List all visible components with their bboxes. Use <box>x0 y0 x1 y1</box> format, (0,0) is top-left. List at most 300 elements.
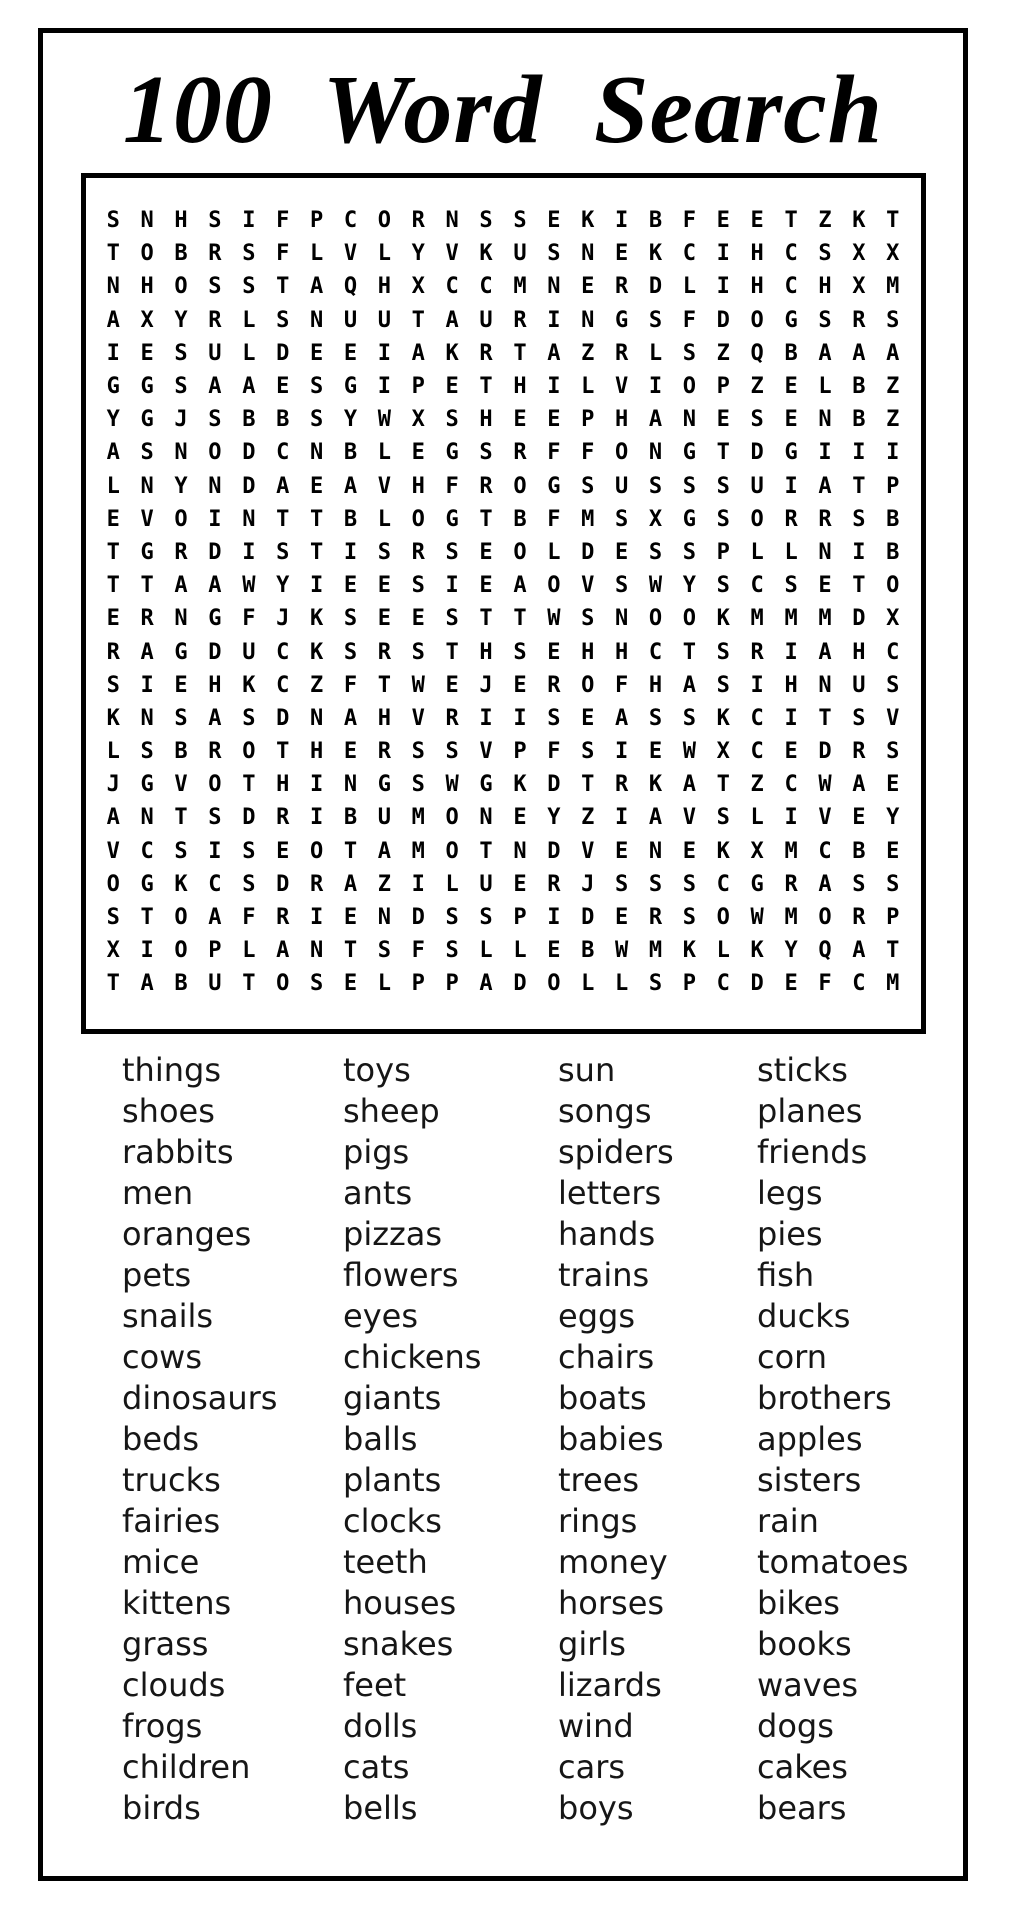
word-item: wind <box>558 1706 634 1745</box>
grid-letter: X <box>411 274 425 300</box>
grid-letter: F <box>682 307 697 333</box>
grid-letter: X <box>411 407 425 433</box>
grid-letter: D <box>242 473 256 499</box>
grid-letter: H <box>750 274 764 300</box>
grid-letter: A <box>648 407 663 433</box>
grid-letter: I <box>784 639 798 665</box>
grid-letter: R <box>852 905 866 931</box>
grid-letter: P <box>411 971 425 997</box>
grid-letter: S <box>682 905 697 931</box>
word-item: kittens <box>122 1583 232 1622</box>
grid-letter: E <box>106 506 120 532</box>
grid-letter: S <box>886 672 900 698</box>
grid-letter: E <box>648 739 663 765</box>
grid-letter: B <box>276 407 290 433</box>
grid-letter: E <box>886 838 900 864</box>
grid-letter: S <box>513 639 527 665</box>
grid-letter: F <box>614 672 629 698</box>
grid-letter: S <box>648 539 663 565</box>
grid-letter: S <box>208 407 222 433</box>
word-item: trucks <box>122 1460 221 1499</box>
grid-letter: E <box>784 374 798 400</box>
grid-letter: T <box>479 606 493 632</box>
grid-letter: H <box>614 407 629 433</box>
grid-letter: A <box>140 971 154 997</box>
grid-letter: I <box>445 573 459 599</box>
grid-letter: E <box>784 739 798 765</box>
grid-letter: C <box>784 772 798 798</box>
grid-letter: S <box>106 905 120 931</box>
grid-letter: C <box>750 705 764 731</box>
grid-letter: B <box>174 241 188 267</box>
grid-letter: Y <box>106 407 120 433</box>
word-item: snails <box>122 1296 214 1335</box>
grid-letter: T <box>581 772 595 798</box>
grid-letter: U <box>208 340 222 366</box>
grid-letter: R <box>377 639 391 665</box>
grid-letter: N <box>818 672 832 698</box>
word-item: cars <box>558 1747 626 1786</box>
grid-letter: A <box>343 473 358 499</box>
grid-letter: T <box>276 274 290 300</box>
grid-letter: I <box>784 705 798 731</box>
word-item: trains <box>558 1255 650 1294</box>
grid-letter: I <box>411 871 425 897</box>
grid-letter: L <box>750 805 764 831</box>
grid-letter: S <box>208 274 222 300</box>
grid-letter: M <box>886 971 900 997</box>
grid-letter: L <box>106 739 120 765</box>
grid-letter: V <box>818 805 832 831</box>
grid-letter: E <box>614 539 629 565</box>
grid-letter: A <box>377 838 391 864</box>
grid-letter: D <box>716 307 730 333</box>
grid-letter: L <box>242 340 256 366</box>
grid-letter: T <box>852 573 866 599</box>
grid-letter: G <box>106 374 120 400</box>
grid-letter: I <box>852 539 866 565</box>
grid-letter: I <box>547 307 561 333</box>
grid-letter: F <box>581 440 595 466</box>
grid-letter: I <box>784 805 798 831</box>
grid-letter: A <box>242 374 256 400</box>
grid-letter: Y <box>343 407 358 433</box>
grid-letter: R <box>377 739 391 765</box>
grid-letter: T <box>852 473 866 499</box>
grid-letter: S <box>682 473 697 499</box>
word-item: pets <box>122 1255 192 1294</box>
word-item: houses <box>343 1583 457 1622</box>
grid-letter: A <box>513 573 527 599</box>
grid-letter: W <box>377 407 391 433</box>
grid-letter: A <box>818 473 832 499</box>
grid-letter: S <box>174 838 188 864</box>
word-list <box>122 1050 963 1829</box>
grid-letter: S <box>242 871 256 897</box>
grid-letter: R <box>818 506 832 532</box>
letter-grid-cells <box>86 204 921 1001</box>
grid-letter: H <box>411 473 425 499</box>
grid-letter: S <box>513 208 527 234</box>
grid-letter: S <box>614 871 629 897</box>
grid-letter: E <box>343 573 358 599</box>
grid-letter: T <box>479 506 493 532</box>
grid-letter: S <box>547 241 561 267</box>
grid-letter: A <box>106 805 120 831</box>
word-item: babies <box>558 1419 664 1458</box>
grid-letter: S <box>818 241 832 267</box>
grid-letter: S <box>716 672 730 698</box>
grid-letter: C <box>682 241 697 267</box>
grid-letter: A <box>309 274 324 300</box>
word-item: eggs <box>558 1296 635 1335</box>
grid-letter: L <box>242 307 256 333</box>
grid-letter: O <box>445 838 459 864</box>
grid-letter: L <box>377 971 391 997</box>
grid-letter: L <box>309 241 324 267</box>
grid-letter: V <box>343 241 358 267</box>
grid-letter: L <box>581 971 595 997</box>
grid-letter: H <box>309 739 324 765</box>
grid-letter: K <box>648 241 663 267</box>
grid-letter: C <box>276 639 290 665</box>
grid-letter: I <box>377 340 391 366</box>
word-item: birds <box>122 1788 201 1827</box>
grid-letter: P <box>581 407 595 433</box>
grid-letter: S <box>479 440 493 466</box>
grid-letter: D <box>818 739 832 765</box>
grid-letter: S <box>750 407 764 433</box>
word-item: ducks <box>757 1296 851 1335</box>
grid-letter: E <box>411 606 425 632</box>
grid-letter: E <box>309 340 324 366</box>
grid-letter: D <box>276 705 290 731</box>
grid-letter: N <box>547 274 561 300</box>
grid-letter: V <box>411 705 425 731</box>
grid-letter: A <box>852 772 866 798</box>
grid-letter: I <box>818 440 832 466</box>
grid-letter: O <box>581 672 595 698</box>
grid-letter: I <box>716 241 730 267</box>
word-item: chickens <box>343 1337 482 1376</box>
grid-letter: T <box>276 739 290 765</box>
grid-letter: U <box>377 805 391 831</box>
grid-letter: O <box>140 241 154 267</box>
grid-letter: F <box>445 473 459 499</box>
grid-letter: S <box>411 573 425 599</box>
word-item: grass <box>122 1624 209 1663</box>
grid-letter: S <box>648 473 663 499</box>
grid-letter: Z <box>309 672 324 698</box>
grid-letter: A <box>445 307 459 333</box>
grid-letter: A <box>208 705 222 731</box>
grid-letter: R <box>852 739 866 765</box>
grid-letter: S <box>648 307 663 333</box>
grid-letter: S <box>445 739 459 765</box>
grid-letter: E <box>547 639 561 665</box>
grid-letter: A <box>818 871 832 897</box>
grid-letter: V <box>581 838 595 864</box>
word-item: snakes <box>343 1624 454 1663</box>
word-item: money <box>558 1542 668 1581</box>
grid-letter: G <box>140 871 154 897</box>
grid-letter: Q <box>343 274 358 300</box>
grid-letter: T <box>411 307 425 333</box>
grid-letter: E <box>140 340 154 366</box>
grid-letter: G <box>140 772 154 798</box>
grid-letter: L <box>682 274 697 300</box>
grid-letter: R <box>513 440 527 466</box>
grid-letter: O <box>886 573 900 599</box>
grid-letter: S <box>445 905 459 931</box>
grid-letter: N <box>648 838 663 864</box>
word-item: lizards <box>558 1665 662 1704</box>
grid-letter: G <box>479 772 493 798</box>
grid-letter: Y <box>174 307 188 333</box>
grid-letter: S <box>614 573 629 599</box>
grid-letter: S <box>716 805 730 831</box>
grid-letter: D <box>648 274 663 300</box>
grid-letter: N <box>106 274 120 300</box>
word-item: waves <box>757 1665 859 1704</box>
grid-letter: P <box>716 539 730 565</box>
grid-letter: O <box>682 374 697 400</box>
grid-letter: N <box>174 440 188 466</box>
grid-letter: N <box>818 539 832 565</box>
grid-letter: C <box>648 639 663 665</box>
grid-letter: D <box>276 340 290 366</box>
grid-letter: D <box>208 639 222 665</box>
grid-letter: S <box>377 539 391 565</box>
grid-letter: H <box>479 407 493 433</box>
grid-letter: H <box>174 208 188 234</box>
grid-letter: D <box>750 440 764 466</box>
grid-letter: E <box>513 805 527 831</box>
grid-letter: I <box>343 539 358 565</box>
grid-letter: A <box>140 639 154 665</box>
grid-letter: B <box>343 805 358 831</box>
grid-letter: H <box>852 639 866 665</box>
grid-letter: R <box>614 274 629 300</box>
grid-letter: O <box>309 838 324 864</box>
grid-letter: I <box>242 539 256 565</box>
word-item: feet <box>343 1665 407 1704</box>
word-item: planes <box>757 1091 863 1130</box>
grid-letter: S <box>581 739 595 765</box>
grid-letter: F <box>276 241 290 267</box>
grid-letter: A <box>852 938 866 964</box>
grid-letter: R <box>547 871 561 897</box>
grid-letter: R <box>479 340 493 366</box>
grid-letter: E <box>682 838 697 864</box>
grid-letter: R <box>479 473 493 499</box>
grid-letter: A <box>682 672 697 698</box>
grid-letter: X <box>852 274 866 300</box>
grid-letter: I <box>547 905 561 931</box>
grid-letter: E <box>614 241 629 267</box>
grid-letter: S <box>411 639 425 665</box>
grid-letter: O <box>411 506 425 532</box>
grid-letter: W <box>411 672 425 698</box>
grid-letter: L <box>479 938 493 964</box>
grid-letter: S <box>106 672 120 698</box>
grid-letter: N <box>581 241 595 267</box>
grid-letter: S <box>343 606 358 632</box>
word-item: bells <box>343 1788 418 1827</box>
grid-letter: G <box>140 374 154 400</box>
grid-letter: I <box>208 838 222 864</box>
grid-letter: K <box>716 606 730 632</box>
grid-letter: S <box>309 374 324 400</box>
grid-letter: A <box>208 905 222 931</box>
grid-letter: E <box>276 374 290 400</box>
grid-letter: S <box>648 971 663 997</box>
grid-letter: N <box>479 805 493 831</box>
word-item: cows <box>122 1337 203 1376</box>
word-item: eyes <box>343 1296 418 1335</box>
grid-letter: S <box>886 871 900 897</box>
grid-letter: C <box>750 739 764 765</box>
grid-letter: D <box>242 805 256 831</box>
grid-letter: S <box>242 705 256 731</box>
grid-letter: L <box>581 374 595 400</box>
grid-letter: I <box>614 805 629 831</box>
grid-letter: O <box>208 772 222 798</box>
grid-letter: U <box>750 473 764 499</box>
grid-letter: V <box>614 374 629 400</box>
grid-letter: E <box>343 971 358 997</box>
grid-letter: R <box>208 739 222 765</box>
grid-letter: T <box>479 374 493 400</box>
grid-letter: H <box>750 241 764 267</box>
grid-letter: J <box>581 871 595 897</box>
grid-letter: O <box>242 739 256 765</box>
word-item: bikes <box>757 1583 840 1622</box>
grid-letter: L <box>377 241 391 267</box>
grid-letter: I <box>716 274 730 300</box>
grid-letter: E <box>377 606 391 632</box>
grid-letter: J <box>276 606 290 632</box>
grid-letter: B <box>852 374 866 400</box>
grid-letter: N <box>445 208 459 234</box>
grid-letter: M <box>784 905 798 931</box>
grid-letter: S <box>343 639 358 665</box>
grid-letter: A <box>106 307 120 333</box>
grid-letter: U <box>377 307 391 333</box>
grid-letter: S <box>716 639 730 665</box>
grid-letter: X <box>106 938 120 964</box>
grid-letter: N <box>140 208 154 234</box>
grid-letter: Z <box>377 871 391 897</box>
word-item: cakes <box>757 1747 848 1786</box>
grid-letter: T <box>513 340 527 366</box>
grid-letter: Y <box>547 805 561 831</box>
grid-letter: T <box>309 506 324 532</box>
grid-letter: K <box>445 340 459 366</box>
grid-letter: S <box>242 274 256 300</box>
grid-letter: A <box>343 871 358 897</box>
grid-letter: P <box>716 374 730 400</box>
grid-letter: I <box>886 440 900 466</box>
grid-letter: A <box>547 340 561 366</box>
grid-letter: C <box>208 871 222 897</box>
grid-letter: F <box>242 606 256 632</box>
grid-letter: S <box>886 307 900 333</box>
grid-letter: S <box>276 539 290 565</box>
grid-letter: T <box>106 971 120 997</box>
grid-letter: H <box>140 274 154 300</box>
grid-letter: K <box>309 606 324 632</box>
grid-letter: L <box>513 938 527 964</box>
word-item: hands <box>558 1214 656 1253</box>
grid-letter: S <box>682 871 697 897</box>
grid-letter: E <box>547 208 561 234</box>
grid-letter: N <box>309 705 324 731</box>
grid-letter: I <box>852 440 866 466</box>
grid-letter: P <box>682 971 697 997</box>
word-item: chairs <box>558 1337 655 1376</box>
grid-letter: N <box>648 440 663 466</box>
grid-letter: R <box>784 506 798 532</box>
grid-letter: M <box>411 838 425 864</box>
grid-letter: S <box>106 208 120 234</box>
word-item: ants <box>343 1173 413 1212</box>
word-item: trees <box>558 1460 640 1499</box>
word-item: rain <box>757 1501 819 1540</box>
word-item: frogs <box>122 1706 203 1745</box>
grid-letter: D <box>411 905 425 931</box>
grid-letter: K <box>716 838 730 864</box>
grid-letter: H <box>377 705 391 731</box>
word-list-column <box>558 1050 757 1829</box>
grid-letter: C <box>276 440 290 466</box>
grid-letter: L <box>648 340 663 366</box>
grid-letter: R <box>208 241 222 267</box>
grid-letter: F <box>276 208 290 234</box>
grid-letter: E <box>784 407 798 433</box>
grid-letter: K <box>242 672 256 698</box>
grid-letter: I <box>309 805 324 831</box>
grid-letter: F <box>547 739 561 765</box>
grid-letter: C <box>750 573 764 599</box>
grid-letter: R <box>784 871 798 897</box>
letter-grid-box <box>81 173 926 1034</box>
grid-letter: J <box>174 407 188 433</box>
grid-letter: T <box>886 208 900 234</box>
grid-letter: S <box>174 705 188 731</box>
grid-letter: L <box>377 440 391 466</box>
word-item: dolls <box>343 1706 418 1745</box>
grid-letter: T <box>242 971 256 997</box>
grid-letter: G <box>614 307 629 333</box>
grid-letter: D <box>208 539 222 565</box>
grid-letter: E <box>276 838 290 864</box>
grid-letter: N <box>309 307 324 333</box>
grid-letter: P <box>411 374 425 400</box>
grid-letter: R <box>140 606 154 632</box>
grid-letter: N <box>242 506 256 532</box>
grid-letter: K <box>106 705 120 731</box>
grid-letter: O <box>174 905 188 931</box>
grid-letter: L <box>242 938 256 964</box>
grid-letter: O <box>208 440 222 466</box>
grid-letter: C <box>852 971 866 997</box>
grid-letter: E <box>614 905 629 931</box>
grid-letter: R <box>309 871 324 897</box>
grid-letter: X <box>716 739 730 765</box>
word-item: clocks <box>343 1501 442 1540</box>
grid-letter: B <box>784 340 798 366</box>
